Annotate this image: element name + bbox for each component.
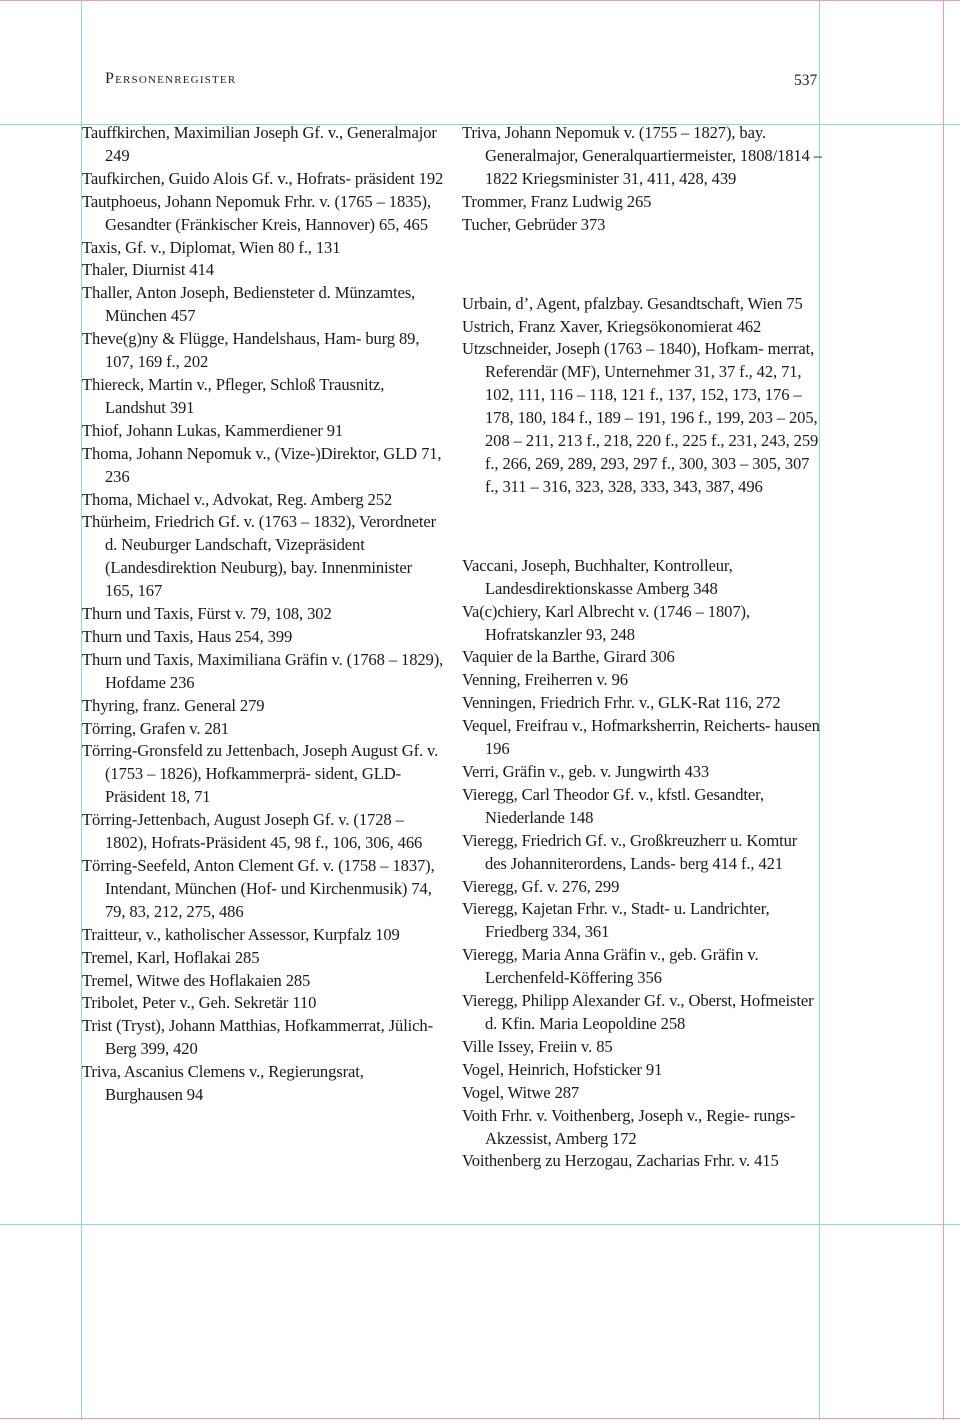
index-entry: Törring-Jettenbach, August Joseph Gf. v. (1728 – 1802), Hofrats-Präsident 45, 98 f., 106, 306, 466 [82, 810, 423, 853]
index-entry: Tauffkirchen, Maximilian Joseph Gf. v., Generalmajor 249 [82, 123, 437, 165]
index-entry: Vieregg, Carl Theodor Gf. v., kfstl. Gesandter, Niederlande 148 [462, 784, 764, 827]
index-entry: Thyring, franz. General 279 [82, 695, 265, 715]
index-entry: Urbain, d’, Agent, pfalzbay. Gesandtschaft, Wien 75 [462, 293, 803, 313]
index-entry: Ustrich, Franz Xaver, Kriegsökonomierat 462 [462, 316, 762, 336]
index-entry: Voith Frhr. v. Voithenberg, Joseph v., Regie- rungs-Akzessist, Amberg 172 [462, 1105, 796, 1148]
index-column-right [462, 122, 822, 1173]
index-entry: Tremel, Karl, Hoflakai 285 [82, 947, 260, 967]
index-entry: Vieregg, Maria Anna Gräfin v., geb. Gräfin v. Lerchenfeld-Köffering 356 [462, 945, 759, 988]
index-entry: Vogel, Heinrich, Hofsticker 91 [462, 1059, 663, 1079]
index-entry: Thiof, Johann Lukas, Kammerdiener 91 [82, 420, 344, 440]
index-entry: Vogel, Witwe 287 [462, 1082, 580, 1102]
index-entry: Traitteur, v., katholischer Assessor, Kurpfalz 109 [82, 924, 400, 944]
index-entry: Thiereck, Martin v., Pfleger, Schloß Trausnitz, Landshut 391 [82, 374, 385, 417]
index-entry: Vaquier de la Barthe, Girard 306 [462, 647, 675, 667]
index-entry: Verri, Gräfin v., geb. v. Jungwirth 433 [462, 762, 710, 781]
index-entry: Venningen, Friedrich Frhr. v., GLK-Rat 116, 272 [462, 693, 781, 713]
index-entry: Utzschneider, Joseph (1763 – 1840), Hofkam- merrat, Referendär (MF), Unternehmer 31, 37 f., 42, 71, 102, 111, 116 – 118, 121 f., 137, 152, 173, 176 – 178, 180, 184 f., 189 – 191, 196 f., 199, 203 – 205, 208 – 211, 213 f., 218, 220 f., 225 f., 231, 243, 259 f., 266, 269, 289, 293, 297 f., 300, 303 – 305, 307 f., 311 – 316, 323, 328, 333, 343, 387, 496 [462, 339, 819, 496]
index-entry: Tautphoeus, Johann Nepomuk Frhr. v. (1765 – 1835), Gesandter (Fränkischer Kreis, Hannover) 65, 465 [82, 191, 431, 234]
index-entry: Thaller, Anton Joseph, Bediensteter d. Münzamtes, München 457 [82, 283, 416, 326]
index-entry: Vieregg, Friedrich Gf. v., Großkreuzherr u. Komtur des Johanniterordens, Lands- berg 414 f., 421 [462, 830, 798, 873]
index-entry: Thoma, Johann Nepomuk v., (Vize-)Direktor, GLD 71, 236 [82, 443, 442, 486]
letter-group-gap [462, 515, 822, 538]
index-entry: Theve(g)ny & Flügge, Handelshaus, Ham- burg 89, 107, 169 f., 202 [82, 329, 420, 372]
index-entry: Vieregg, Philipp Alexander Gf. v., Oberst, Hofmeister d. Kfin. Maria Leopoldine 258 [462, 991, 814, 1033]
index-entry: Triva, Ascanius Clemens v., Regierungsrat, Burghausen 94 [82, 1062, 364, 1105]
index-entry: Tucher, Gebrüder 373 [462, 214, 606, 234]
index-entry: Thürheim, Friedrich Gf. v. (1763 – 1832), Verordneter d. Neuburger Landschaft, Vizepräsident (Landesdirektion Neuburg), bay. Innenminister 165, 167 [82, 512, 437, 601]
index-entry: Ville Issey, Freiin v. 85 [462, 1036, 613, 1056]
index-entry: Venning, Freiherren v. 96 [462, 670, 628, 690]
index-entry: Thaler, Diurnist 414 [82, 260, 214, 280]
index-entry: Vaccani, Joseph, Buchhalter, Kontrolleur, Landesdirektionskasse Amberg 348 [462, 555, 733, 598]
index-entry: Trist (Tryst), Johann Matthias, Hofkammerrat, Jülich-Berg 399, 420 [82, 1016, 433, 1059]
index-entry: Tribolet, Peter v., Geh. Sekretär 110 [82, 993, 317, 1013]
index-entry: Vieregg, Gf. v. 276, 299 [462, 876, 620, 896]
trim-edge-right [943, 0, 944, 1420]
letter-group-gap [462, 253, 822, 276]
index-entry: Taxis, Gf. v., Diplomat, Wien 80 f., 131 [82, 237, 341, 257]
index-entry: Törring-Gronsfeld zu Jettenbach, Joseph August Gf. v. (1753 – 1826), Hofkammerprä- sident, GLD-Präsident 18, 71 [82, 741, 439, 807]
index-entry: Thurn und Taxis, Fürst v. 79, 108, 302 [82, 604, 332, 624]
index-entry: Va(c)chiery, Karl Albrecht v. (1746 – 1807), Hofratskanzler 93, 248 [462, 601, 750, 644]
index-entry: Törring-Seefeld, Anton Clement Gf. v. (1758 – 1837), Intendant, München (Hof- und Kirchenmusik) 74, 79, 83, 212, 275, 486 [82, 856, 435, 921]
index-entry: Trommer, Franz Ludwig 265 [462, 191, 652, 211]
index-entry: Vequel, Freifrau v., Hofmarksherrin, Reicherts- hausen 196 [462, 716, 820, 759]
index-entry: Tremel, Witwe des Hoflakaien 285 [82, 970, 311, 990]
index-entry: Thurn und Taxis, Haus 254, 399 [82, 626, 293, 646]
index-entry: Thoma, Michael v., Advokat, Reg. Amberg 252 [82, 489, 393, 509]
index-entry: Thurn und Taxis, Maximiliana Gräfin v. (1768 – 1829), Hofdame 236 [82, 649, 444, 692]
index-entry: Triva, Johann Nepomuk v. (1755 – 1827), bay. Generalmajor, Generalquartiermeister, 1808/1814 – 1822 Kriegsminister 31, 411, 428, 439 [462, 123, 822, 188]
trim-edge-top [0, 0, 960, 1]
index-entry: Törring, Grafen v. 281 [82, 718, 229, 738]
trim-edge-bottom [0, 1418, 960, 1419]
page-number: 537 [794, 72, 818, 89]
running-head: Personenregister [105, 70, 237, 87]
index-entry: Vieregg, Kajetan Frhr. v., Stadt- u. Landrichter, Friedberg 334, 361 [462, 899, 770, 942]
index-entry: Voithenberg zu Herzogau, Zacharias Frhr. v. 415 [462, 1151, 779, 1171]
index-entry: Taufkirchen, Guido Alois Gf. v., Hofrats- präsident 192 [82, 168, 444, 188]
index-column-left [82, 122, 444, 1107]
margin-guide-bottom [0, 1224, 960, 1225]
